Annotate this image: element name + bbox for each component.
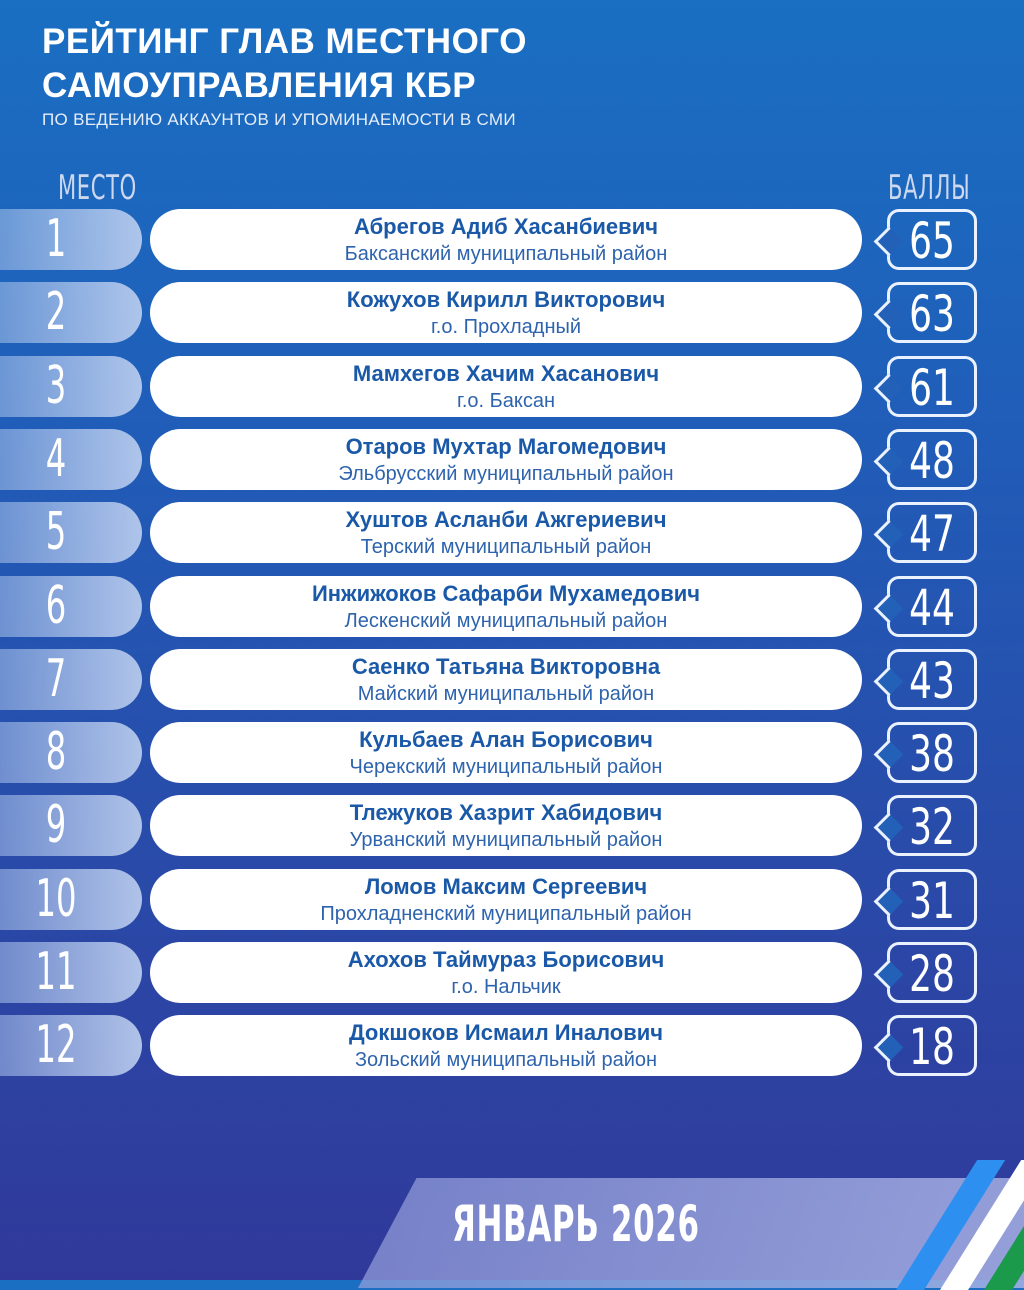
score-badge bbox=[887, 282, 977, 343]
place-tab bbox=[0, 722, 142, 783]
title-line-2: САМОУПРАВЛЕНИЯ КБР bbox=[42, 66, 477, 105]
place-number: 2 bbox=[45, 282, 67, 342]
place-number: 10 bbox=[35, 869, 77, 929]
score-value: 28 bbox=[909, 945, 955, 1003]
person-district: г.о. Баксан bbox=[456, 390, 556, 412]
score-value: 18 bbox=[909, 1018, 955, 1076]
score-badge bbox=[887, 942, 977, 1003]
score-pointer-icon bbox=[874, 374, 904, 404]
score-badge bbox=[887, 649, 977, 710]
score-badge bbox=[887, 429, 977, 490]
person-district: Майский муниципальный район bbox=[357, 683, 655, 705]
score-pointer-icon bbox=[874, 667, 904, 697]
person-name: Тлежуков Хазрит Хабидович bbox=[349, 800, 663, 825]
person-name: Докшоков Исмаил Иналович bbox=[348, 1020, 664, 1045]
score-badge bbox=[887, 356, 977, 417]
score-value: 61 bbox=[909, 359, 955, 417]
person-card bbox=[150, 576, 862, 637]
person-card bbox=[150, 942, 862, 1003]
ranking-row bbox=[0, 209, 1024, 270]
footer-period: ЯНВАРЬ 2026 bbox=[452, 1195, 700, 1253]
place-tab bbox=[0, 576, 142, 637]
person-name: Инжижоков Сафарби Мухамедович bbox=[311, 581, 701, 606]
person-district: Эльбрусский муниципальный район bbox=[338, 463, 674, 485]
person-district: Прохладненский муниципальный район bbox=[320, 903, 692, 925]
person-card bbox=[150, 869, 862, 930]
score-value: 47 bbox=[909, 505, 955, 563]
score-value: 63 bbox=[909, 285, 955, 343]
place-number: 12 bbox=[35, 1015, 77, 1075]
page-subtitle: ПО ВЕДЕНИЮ АККАУНТОВ И УПОМИНАЕМОСТИ В СМИ bbox=[42, 110, 516, 129]
score-pointer-icon bbox=[874, 447, 904, 477]
place-number: 7 bbox=[45, 649, 67, 709]
person-card bbox=[150, 1015, 862, 1076]
column-header-score: БАЛЛЫ bbox=[888, 168, 971, 208]
score-pointer-icon bbox=[874, 960, 904, 990]
score-badge bbox=[887, 502, 977, 563]
ranking-row bbox=[0, 282, 1024, 343]
score-badge bbox=[887, 795, 977, 856]
ranking-row bbox=[0, 942, 1024, 1003]
place-number: 5 bbox=[45, 502, 67, 562]
title-line-1: РЕЙТИНГ ГЛАВ МЕСТНОГО bbox=[42, 22, 527, 61]
score-value: 32 bbox=[909, 798, 955, 856]
place-number: 3 bbox=[45, 356, 67, 416]
place-number: 4 bbox=[45, 429, 67, 489]
place-tab bbox=[0, 869, 142, 930]
score-pointer-icon bbox=[874, 520, 904, 550]
score-badge bbox=[887, 209, 977, 270]
ranking-row bbox=[0, 795, 1024, 856]
place-tab bbox=[0, 356, 142, 417]
ranking-row bbox=[0, 869, 1024, 930]
person-card bbox=[150, 649, 862, 710]
ranking-row bbox=[0, 356, 1024, 417]
person-name: Мамхегов Хачим Хасанович bbox=[352, 361, 660, 386]
ranking-row bbox=[0, 576, 1024, 637]
person-name: Кожухов Кирилл Викторович bbox=[346, 287, 666, 312]
person-name: Хуштов Асланби Ажгериевич bbox=[345, 507, 667, 532]
person-name: Ломов Максим Сергеевич bbox=[364, 874, 648, 899]
place-number: 1 bbox=[45, 209, 67, 269]
score-pointer-icon bbox=[874, 887, 904, 917]
person-card bbox=[150, 429, 862, 490]
place-tab bbox=[0, 795, 142, 856]
score-pointer-icon bbox=[874, 813, 904, 843]
person-district: г.о. Нальчик bbox=[451, 976, 561, 998]
person-name: Кульбаев Алан Борисович bbox=[359, 727, 653, 752]
score-value: 48 bbox=[909, 432, 955, 490]
score-value: 65 bbox=[909, 212, 955, 270]
column-header-place: МЕСТО bbox=[58, 168, 137, 208]
place-number: 11 bbox=[35, 942, 77, 1002]
score-badge bbox=[887, 869, 977, 930]
place-tab bbox=[0, 1015, 142, 1076]
place-tab bbox=[0, 209, 142, 270]
person-card bbox=[150, 209, 862, 270]
score-badge bbox=[887, 576, 977, 637]
person-name: Ахохов Таймураз Борисович bbox=[347, 947, 665, 972]
person-card bbox=[150, 502, 862, 563]
place-number: 6 bbox=[45, 576, 67, 636]
person-card bbox=[150, 722, 862, 783]
place-tab bbox=[0, 502, 142, 563]
place-tab bbox=[0, 429, 142, 490]
score-badge bbox=[887, 1015, 977, 1076]
place-tab bbox=[0, 282, 142, 343]
score-pointer-icon bbox=[874, 594, 904, 624]
ranking-row bbox=[0, 502, 1024, 563]
person-card bbox=[150, 795, 862, 856]
score-value: 44 bbox=[909, 579, 955, 637]
score-pointer-icon bbox=[874, 300, 904, 330]
person-name: Абрегов Адиб Хасанбиевич bbox=[354, 214, 658, 239]
person-district: Лескенский муниципальный район bbox=[344, 610, 668, 632]
ranking-row bbox=[0, 722, 1024, 783]
score-badge bbox=[887, 722, 977, 783]
person-district: Зольский муниципальный район bbox=[354, 1049, 658, 1071]
place-number: 9 bbox=[45, 795, 67, 855]
score-pointer-icon bbox=[874, 740, 904, 770]
ranking-row bbox=[0, 429, 1024, 490]
page-title bbox=[42, 20, 527, 108]
person-district: Терский муниципальный район bbox=[360, 536, 652, 558]
person-district: Баксанский муниципальный район bbox=[344, 243, 668, 265]
person-card bbox=[150, 356, 862, 417]
person-name: Саенко Татьяна Викторовна bbox=[351, 654, 661, 679]
ranking-row bbox=[0, 1015, 1024, 1076]
person-name: Отаров Мухтар Магомедович bbox=[345, 434, 667, 459]
score-pointer-icon bbox=[874, 227, 904, 257]
place-tab bbox=[0, 942, 142, 1003]
ranking-row bbox=[0, 649, 1024, 710]
person-district: г.о. Прохладный bbox=[430, 316, 582, 338]
person-district: Черекский муниципальный район bbox=[349, 756, 663, 778]
place-tab bbox=[0, 649, 142, 710]
person-card bbox=[150, 282, 862, 343]
score-value: 43 bbox=[909, 652, 955, 710]
score-pointer-icon bbox=[874, 1033, 904, 1063]
score-value: 31 bbox=[909, 872, 955, 930]
place-number: 8 bbox=[45, 722, 67, 782]
person-district: Урванский муниципальный район bbox=[349, 829, 663, 851]
score-value: 38 bbox=[909, 725, 955, 783]
